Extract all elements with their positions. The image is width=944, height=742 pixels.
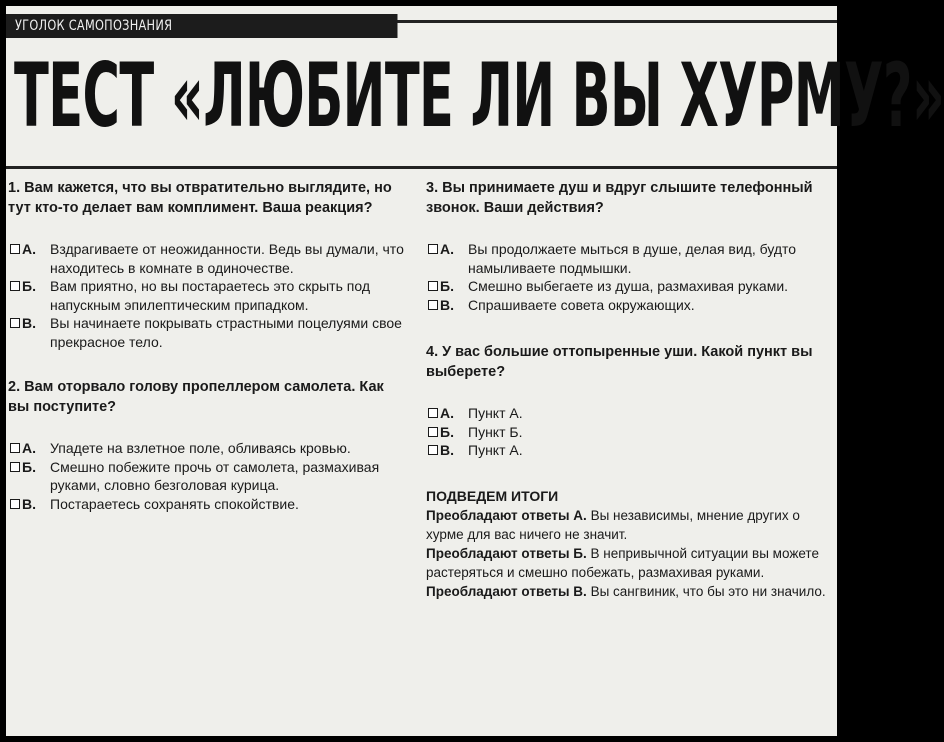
left-column [8,178,408,535]
option: В. Вы начинаете покрывать страстными поцелуями свое прекрасное тело. [8,314,408,351]
question-3 [426,178,836,314]
checkbox-icon [10,318,20,328]
option: В. Спрашиваете совета окружающих. [426,296,836,315]
right-column [426,178,836,601]
option: Б. Смешно выбегаете из душа, размахивая руками. [426,277,836,296]
question-text: 3. Вы принимаете душ и вдруг слышите телефонный звонок. Ваши действия? [426,180,813,216]
newspaper-clipping [6,6,944,736]
checkbox-icon [428,427,438,437]
summary-item: Преобладают ответы В. Вы сангвиник, что бы это ни значило. [426,583,826,599]
option: В. Постараетесь сохранять спокойствие. [8,495,408,514]
option: А. Вздрагиваете от неожиданности. Ведь вы думали, что находитесь в комнате в одиночестве. [8,240,408,277]
checkbox-icon [10,281,20,291]
question-text: 1. Вам кажется, что вы отвратительно выглядите, но тут кто-то делает вам комплимент. Ваша реакция? [8,180,392,216]
option: В. Пункт А. [426,441,836,460]
option: А. Пункт А. [426,404,836,423]
checkbox-icon [10,443,20,453]
checkbox-icon [428,408,438,418]
summary [426,486,836,601]
question-2 [8,377,408,513]
checkbox-icon [428,281,438,291]
title-divider [6,166,837,169]
checkbox-icon [10,462,20,472]
option: А. Вы продолжаете мыться в душе, делая вид, будто намыливаете подмышки. [426,240,836,277]
checkbox-icon [428,445,438,455]
rubric-label: УГОЛОК САМОПОЗНАНИЯ [6,14,398,38]
summary-heading: ПОДВЕДЕМ ИТОГИ [426,487,559,504]
option: А. Упадете на взлетное поле, обливаясь кровью. [8,439,408,458]
question-1 [8,178,408,351]
option: Б. Пункт Б. [426,423,836,442]
checkbox-icon [428,244,438,254]
checkbox-icon [10,244,20,254]
question-text: 2. Вам оторвало голову пропеллером самолета. Как вы поступите? [8,379,384,415]
option: Б. Вам приятно, но вы постараетесь это скрыть под напускным эпилептическим припадком. [8,277,408,314]
page-title: ТЕСТ «ЛЮБИТЕ ЛИ ВЫ ХУРМУ?» [14,44,944,147]
question-text: 4. У вас большие оттопыренные уши. Какой пункт вы выберете? [426,344,813,380]
option: Б. Смешно побежите прочь от самолета, размахивая руками, словно безголовая курица. [8,458,408,495]
summary-item: Преобладают ответы Б. В непривычной ситуации вы можете растеряться и смешно побежать, размахивая руками. [426,545,819,580]
checkbox-icon [10,499,20,509]
summary-item: Преобладают ответы А. Вы независимы, мнение других о хурме для вас ничего не значит. [426,507,800,542]
checkbox-icon [428,300,438,310]
question-4 [426,342,836,460]
